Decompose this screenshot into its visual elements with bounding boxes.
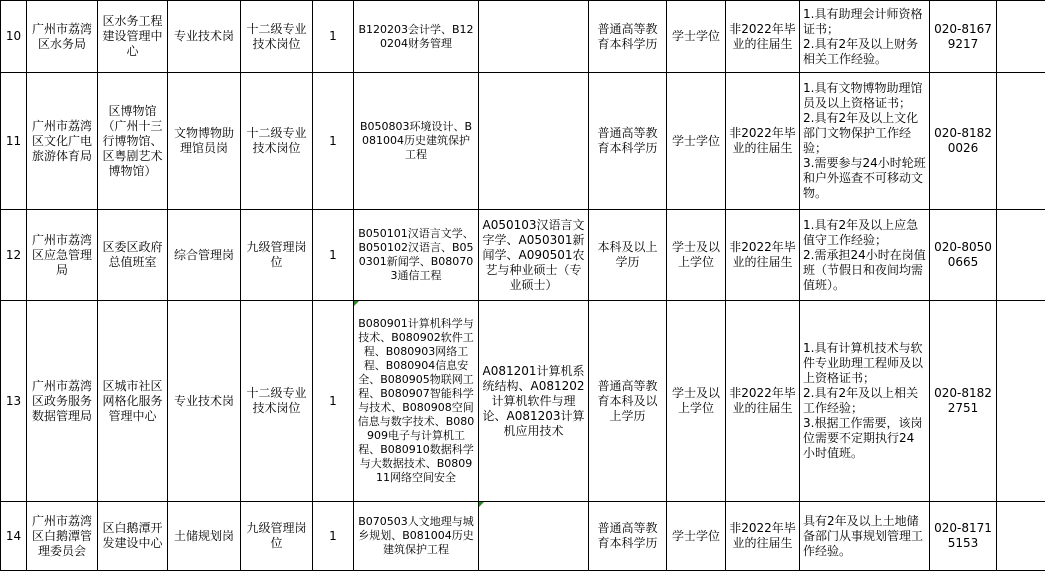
cell-number: 12: [1, 210, 27, 301]
cell-headcount: 1: [313, 210, 354, 301]
cell-unit: 区博物馆（广州十三行博物馆、区粤剧艺术博物馆）: [98, 73, 168, 210]
cell-education: 普通高等教育本科学历: [589, 73, 667, 210]
cell-degree: 学士及以上学位: [667, 301, 726, 502]
cell-target-group: 非2022年毕业的往届生: [726, 301, 800, 502]
cell-post-name: 综合管理岗: [168, 210, 241, 301]
cell-degree: 学士学位: [667, 502, 726, 571]
table-row: [1, 73, 1045, 210]
cell-phone: 020-80500665: [930, 210, 997, 301]
cell-requirements: 1.具有2年及以上应急值守工作经验； 2.需承担24小时在岗值班（节假日和夜间均需值班）。: [800, 210, 930, 301]
cell-target-group: 非2022年毕业的往届生: [726, 210, 800, 301]
cell-number: 11: [1, 73, 27, 210]
cell-headcount: 1: [313, 301, 354, 502]
cell-postgrad-major: [479, 1, 589, 73]
cell-department: 广州市荔湾区应急管理局: [27, 210, 98, 301]
cell-post-name: 专业技术岗: [168, 301, 241, 502]
cell-unit: 区城市社区网格化服务管理中心: [98, 301, 168, 502]
table-row: [1, 502, 1045, 571]
cell-unit: 区白鹅潭开发建设中心: [98, 502, 168, 571]
cell-phone: 020-81715153: [930, 502, 997, 571]
cell-requirements: 1.具有计算机技术与软件专业助理工程师及以上资格证书； 2.具有2年及以上相关工作经验； 3.根据工作需要，该岗位需要不定期执行24小时值班。: [800, 301, 930, 502]
cell-number: 14: [1, 502, 27, 571]
cell-department: 广州市荔湾区白鹅潭管理委员会: [27, 502, 98, 571]
table-row: [1, 210, 1045, 301]
cell-education: 普通高等教育本科学历: [589, 1, 667, 73]
cell-undergrad-major: B070503人文地理与城乡规划、B081004历史建筑保护工程: [354, 502, 479, 571]
cell-department: 广州市荔湾区文化广电旅游体育局: [27, 73, 98, 210]
cell-post-level: 九级管理岗位: [241, 210, 313, 301]
cell-phone: 020-81822751: [930, 301, 997, 502]
cell-department: 广州市荔湾区水务局: [27, 1, 98, 73]
cell-education: 本科及以上学历: [589, 210, 667, 301]
cell-number: 10: [1, 1, 27, 73]
cell-unit: 区水务工程建设管理中心: [98, 1, 168, 73]
cell-requirements: 1.具有文物博物助理馆员及以上资格证书； 2.具有2年及以上文化部门文物保护工作经验； 3.需要参与24小时轮班和户外巡查不可移动文物。: [800, 73, 930, 210]
cell-undergrad-major: B050101汉语言文学、B050102汉语言、B050301新闻学、B080703通信工程: [354, 210, 479, 301]
cell-target-group: 非2022年毕业的往届生: [726, 502, 800, 571]
cell-degree: 学士及以上学位: [667, 210, 726, 301]
cell-education: 普通高等教育本科学历: [589, 502, 667, 571]
cell-extra: [997, 210, 1045, 301]
cell-post-level: 十二级专业技术岗位: [241, 301, 313, 502]
cell-postgrad-major: A081201计算机系统结构、A081202计算机软件与理论、A081203计算机应用技术: [479, 301, 589, 502]
cell-extra: [997, 1, 1045, 73]
cell-phone: 020-81820026: [930, 73, 997, 210]
cell-postgrad-major: [479, 502, 589, 571]
cell-degree: 学士学位: [667, 73, 726, 210]
cell-extra: [997, 73, 1045, 210]
cell-number: 13: [1, 301, 27, 502]
cell-target-group: 非2022年毕业的往届生: [726, 73, 800, 210]
cell-post-level: 九级管理岗位: [241, 502, 313, 571]
cell-headcount: 1: [313, 73, 354, 210]
cell-post-level: 十二级专业技术岗位: [241, 73, 313, 210]
cell-target-group: 非2022年毕业的往届生: [726, 1, 800, 73]
cell-undergrad-major: B050803环境设计、B081004历史建筑保护工程: [354, 73, 479, 210]
cell-unit: 区委区政府总值班室: [98, 210, 168, 301]
cell-postgrad-major: [479, 73, 589, 210]
cell-postgrad-major: A050103汉语言文字学、A050301新闻学、A090501农艺与种业硕士（专业硕士）: [479, 210, 589, 301]
cell-undergrad-major: B120203会计学、B120204财务管理: [354, 1, 479, 73]
cell-degree: 学士学位: [667, 1, 726, 73]
cell-extra: [997, 502, 1045, 571]
cell-department: 广州市荔湾区政务服务数据管理局: [27, 301, 98, 502]
cell-extra: [997, 301, 1045, 502]
cell-phone: 020-81679217: [930, 1, 997, 73]
cell-post-name: 文物博物助理馆员岗: [168, 73, 241, 210]
cell-post-name: 专业技术岗: [168, 1, 241, 73]
cell-education: 普通高等教育本科及以上学历: [589, 301, 667, 502]
cell-headcount: 1: [313, 1, 354, 73]
cell-post-name: 土储规划岗: [168, 502, 241, 571]
table-row: [1, 1, 1045, 73]
cell-post-level: 十二级专业技术岗位: [241, 1, 313, 73]
table-row: [1, 301, 1045, 502]
cell-requirements: 1.具有助理会计师资格证书； 2.具有2年及以上财务相关工作经验。: [800, 1, 930, 73]
cell-headcount: 1: [313, 502, 354, 571]
cell-requirements: 具有2年及以上土地储备部门从事规划管理工作经验。: [800, 502, 930, 571]
cell-undergrad-major: B080901计算机科学与技术、B080902软件工程、B080903网络工程、B080904信息安全、B080905物联网工程、B080907智能科学与技术、B080908空间信息与数字技术、B080909电子与计算机工程、B080910数据科学与大数据技术、B080911网络空间安全: [354, 301, 479, 502]
